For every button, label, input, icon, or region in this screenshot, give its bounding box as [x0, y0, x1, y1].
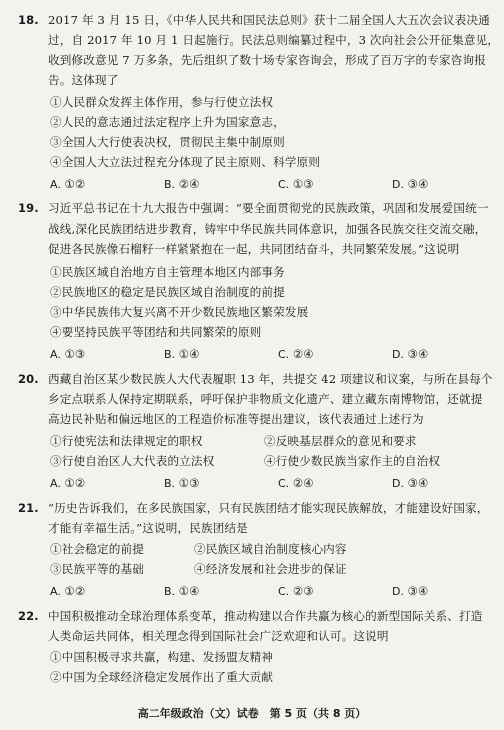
- answer-choice-d: D. ③④: [392, 584, 429, 598]
- question-stem-line: 告。这体现了: [48, 73, 119, 87]
- answer-choice-b: B. ①③: [164, 476, 200, 490]
- answer-choice-b: B. ②④: [164, 177, 200, 191]
- statement-option: ②中国为全球经济稳定发展作出了重大贡献: [50, 670, 274, 684]
- statement-option: ②人民的意志通过法定程序上升为国家意志，: [50, 115, 285, 129]
- question-stem-line: 才能有幸福生活。”这说明，民族团结是: [48, 521, 248, 535]
- statement-option: ③行使自治区人大代表的立法权: [50, 454, 215, 468]
- answer-choice-c: C. ①③: [278, 177, 314, 191]
- statement-option: ①社会稳定的前提: [50, 542, 144, 556]
- answer-choice-a: A. ①②: [50, 177, 86, 191]
- question-stem-line: 习近平总书记在十九大报告中强调：“要全面贯彻党的民族政策，巩固和发展爱国统一: [48, 201, 489, 215]
- question-stem-line: 人类命运共同体，相关理念得到国际社会广泛欢迎和认可。这说明: [48, 629, 389, 643]
- question-stem-line: 西藏自治区某少数民族人大代表履职 13 年，共提交 42 项建议和议案，与所在县每个: [48, 372, 493, 386]
- question-stem-line: 乡定点联系人保持定期联系，呼吁保护非物质文化遗产、建立藏东南博物馆，还就提: [48, 392, 483, 406]
- answer-choice-c: C. ②④: [278, 476, 314, 490]
- question-number: 22.: [18, 609, 39, 623]
- answer-choice-c: C. ②③: [278, 584, 314, 598]
- statement-option: ②反映基层群众的意见和要求: [264, 434, 417, 448]
- question-stem-line: “历史告诉我们，在多民族国家，只有民族团结才能实现民族解放，才能建设好国家，: [48, 501, 489, 515]
- question-number: 18.: [18, 13, 39, 27]
- question-number: 19.: [18, 201, 39, 215]
- statement-option: ④经济发展和社会进步的保证: [194, 562, 347, 576]
- answer-choice-b: B. ①④: [164, 584, 200, 598]
- statement-option: ①民族区域自治地方自主管理本地区内部事务: [50, 265, 285, 279]
- statement-option: ③全国人大行使表决权，贯彻民主集中制原则: [50, 135, 285, 149]
- answer-choice-a: A. ①②: [50, 476, 86, 490]
- statement-option: ①人民群众发挥主体作用，参与行使立法权: [50, 95, 274, 109]
- answer-choice-b: B. ①④: [164, 347, 200, 361]
- statement-option: ④全国人大立法过程充分体现了民主原则、科学原则: [50, 155, 321, 169]
- question-number: 21.: [18, 501, 39, 515]
- answer-choice-c: C. ②④: [278, 347, 314, 361]
- question-stem-line: 高边民补贴和偏远地区的工程造价标准等提出建议，该代表通过上述行为: [48, 412, 424, 426]
- answer-choice-a: A. ①②: [50, 584, 86, 598]
- page-footer: 高二年级政治（文）试卷 第 5 页（共 8 页）: [137, 707, 367, 720]
- statement-option: ③民族平等的基础: [50, 562, 144, 576]
- statement-option: ④要坚持民族平等团结和共同繁荣的原则: [50, 325, 262, 339]
- question-number: 20.: [18, 372, 39, 386]
- answer-choice-d: D. ③④: [392, 177, 429, 191]
- question-stem-line: 促进各民族像石榴籽一样紧紧抱在一起，共同团结奋斗，共同繁荣发展。”这说明: [48, 242, 460, 256]
- statement-option: ④行使少数民族当家作主的自治权: [264, 454, 441, 468]
- question-stem-line: 中国积极推动全球治理体系变革，推动构建以合作共赢为核心的新型国际关系、打造: [48, 609, 483, 623]
- question-stem-line: 收到修改意见 7 万多条，先后组织了数十场专家咨询会，形成了百万字的专家咨询报: [48, 53, 486, 67]
- statement-option: ②民族区域自治制度核心内容: [194, 542, 347, 556]
- answer-choice-d: D. ③④: [392, 347, 429, 361]
- statement-option: ②民族地区的稳定是民族区域自治制度的前提: [50, 285, 285, 299]
- statement-option: ①行使宪法和法律规定的职权: [50, 434, 203, 448]
- question-stem-line: 2017 年 3 月 15 日，《中华人民共和国民法总则》获十二届全国人大五次会议表决通: [48, 13, 490, 27]
- answer-choice-d: D. ③④: [392, 476, 429, 490]
- answer-choice-a: A. ①③: [50, 347, 86, 361]
- statement-option: ③中华民族伟大复兴离不开少数民族地区繁荣发展: [50, 305, 309, 319]
- question-stem-line: 战线,深化民族团结进步教育，铸牢中华民族共同体意识，加强各民族交往交流交融，: [48, 222, 487, 236]
- statement-option: ①中国积极寻求共赢，构建、发扬盟友精神: [50, 650, 274, 664]
- question-stem-line: 过，自 2017 年 10 月 1 日起施行。民法总则编纂过程中，3 次向社会公开征集意见，: [48, 33, 500, 47]
